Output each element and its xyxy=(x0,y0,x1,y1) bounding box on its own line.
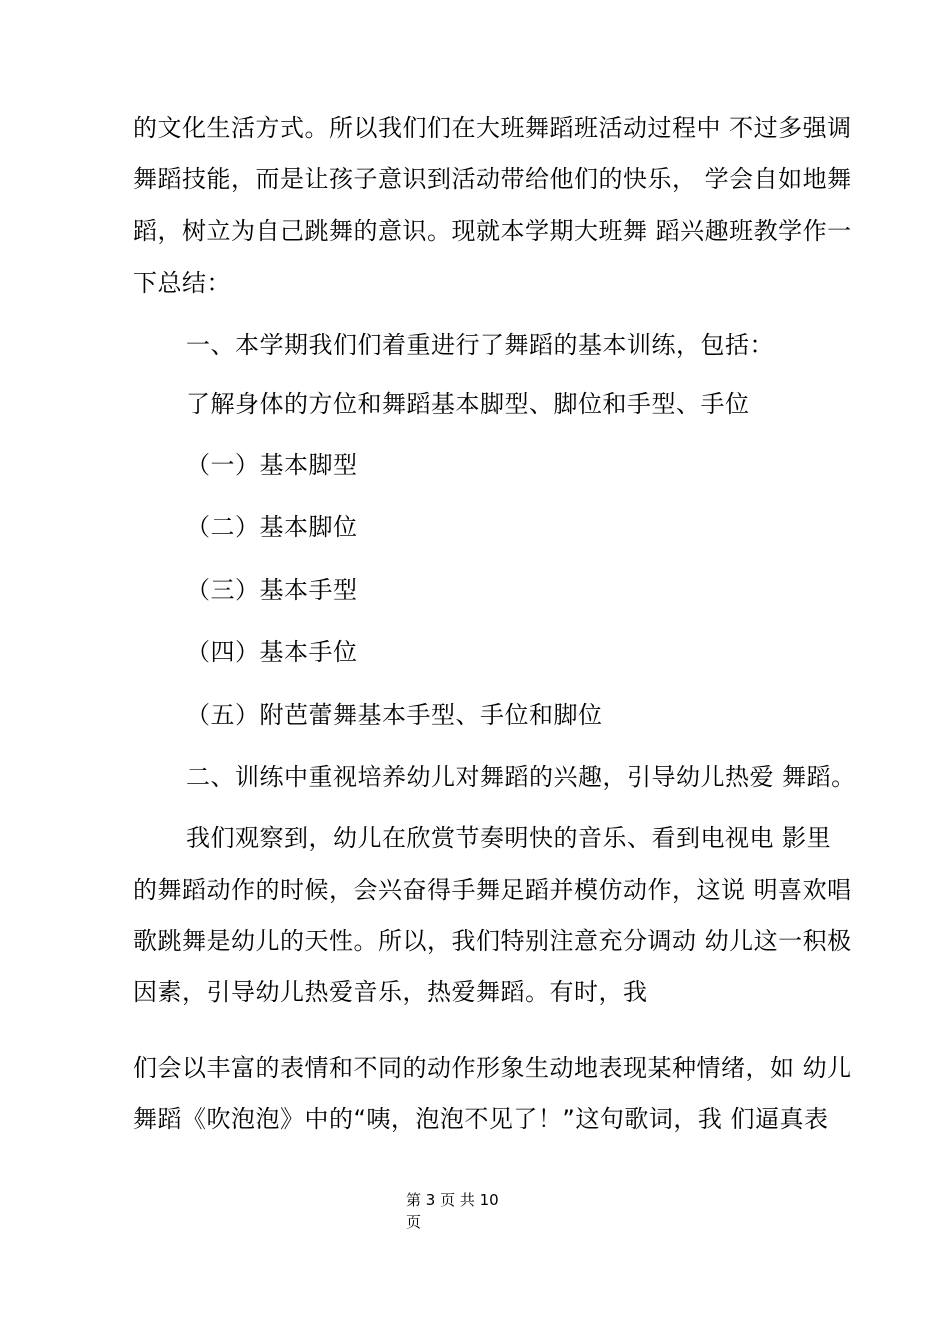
paragraph-line: 蹈，树立为自己跳舞的意识。现就本学期大班舞 蹈兴趣班教学作一 xyxy=(133,217,852,245)
paragraph-line: 的文化生活方式。所以我们们在大班舞蹈班活动过程中 不过多强调 xyxy=(133,114,852,142)
paragraph-line: 歌跳舞是幼儿的天性。所以，我们特别注意充分调动 幼儿这一积极 xyxy=(133,927,852,955)
paragraph-line: 因素，引导幼儿热爱音乐，热爱舞蹈。有时，我 xyxy=(133,978,648,1006)
section-intro: 了解身体的方位和舞蹈基本脚型、脚位和手型、手位 xyxy=(186,390,750,418)
section-heading: 二、训练中重视培养幼儿对舞蹈的兴趣，引导幼儿热爱 舞蹈。 xyxy=(186,763,856,791)
paragraph-line: 我们观察到，幼儿在欣赏节奏明快的音乐、看到电视电 影里 xyxy=(186,824,832,852)
list-item: （四）基本手位 xyxy=(186,638,358,666)
list-item: （一）基本脚型 xyxy=(186,451,358,479)
paragraph-line: 下总结： xyxy=(133,269,231,297)
page-number-suffix: 页 xyxy=(406,1213,422,1231)
list-item: （五）附芭蕾舞基本手型、手位和脚位 xyxy=(186,701,603,729)
section-heading: 一、本学期我们们着重进行了舞蹈的基本训练，包括： xyxy=(186,331,774,359)
paragraph-line: 舞蹈技能，而是让孩子意识到活动带给他们的快乐， 学会自如地舞 xyxy=(133,165,852,193)
paragraph-line: 们会以丰富的表情和不同的动作形象生动地表现某种情绪，如 幼儿 xyxy=(133,1054,852,1082)
paragraph-line: 的舞蹈动作的时候，会兴奋得手舞足蹈并模仿动作，这说 明喜欢唱 xyxy=(133,876,852,904)
paragraph-line: 舞蹈《吹泡泡》中的“咦，泡泡不见了！”这句歌词，我 们逼真表 xyxy=(133,1105,829,1133)
list-item: （二）基本脚位 xyxy=(186,513,358,541)
page-number: 第 3 页 共 10 xyxy=(406,1191,499,1209)
list-item: （三）基本手型 xyxy=(186,576,358,604)
